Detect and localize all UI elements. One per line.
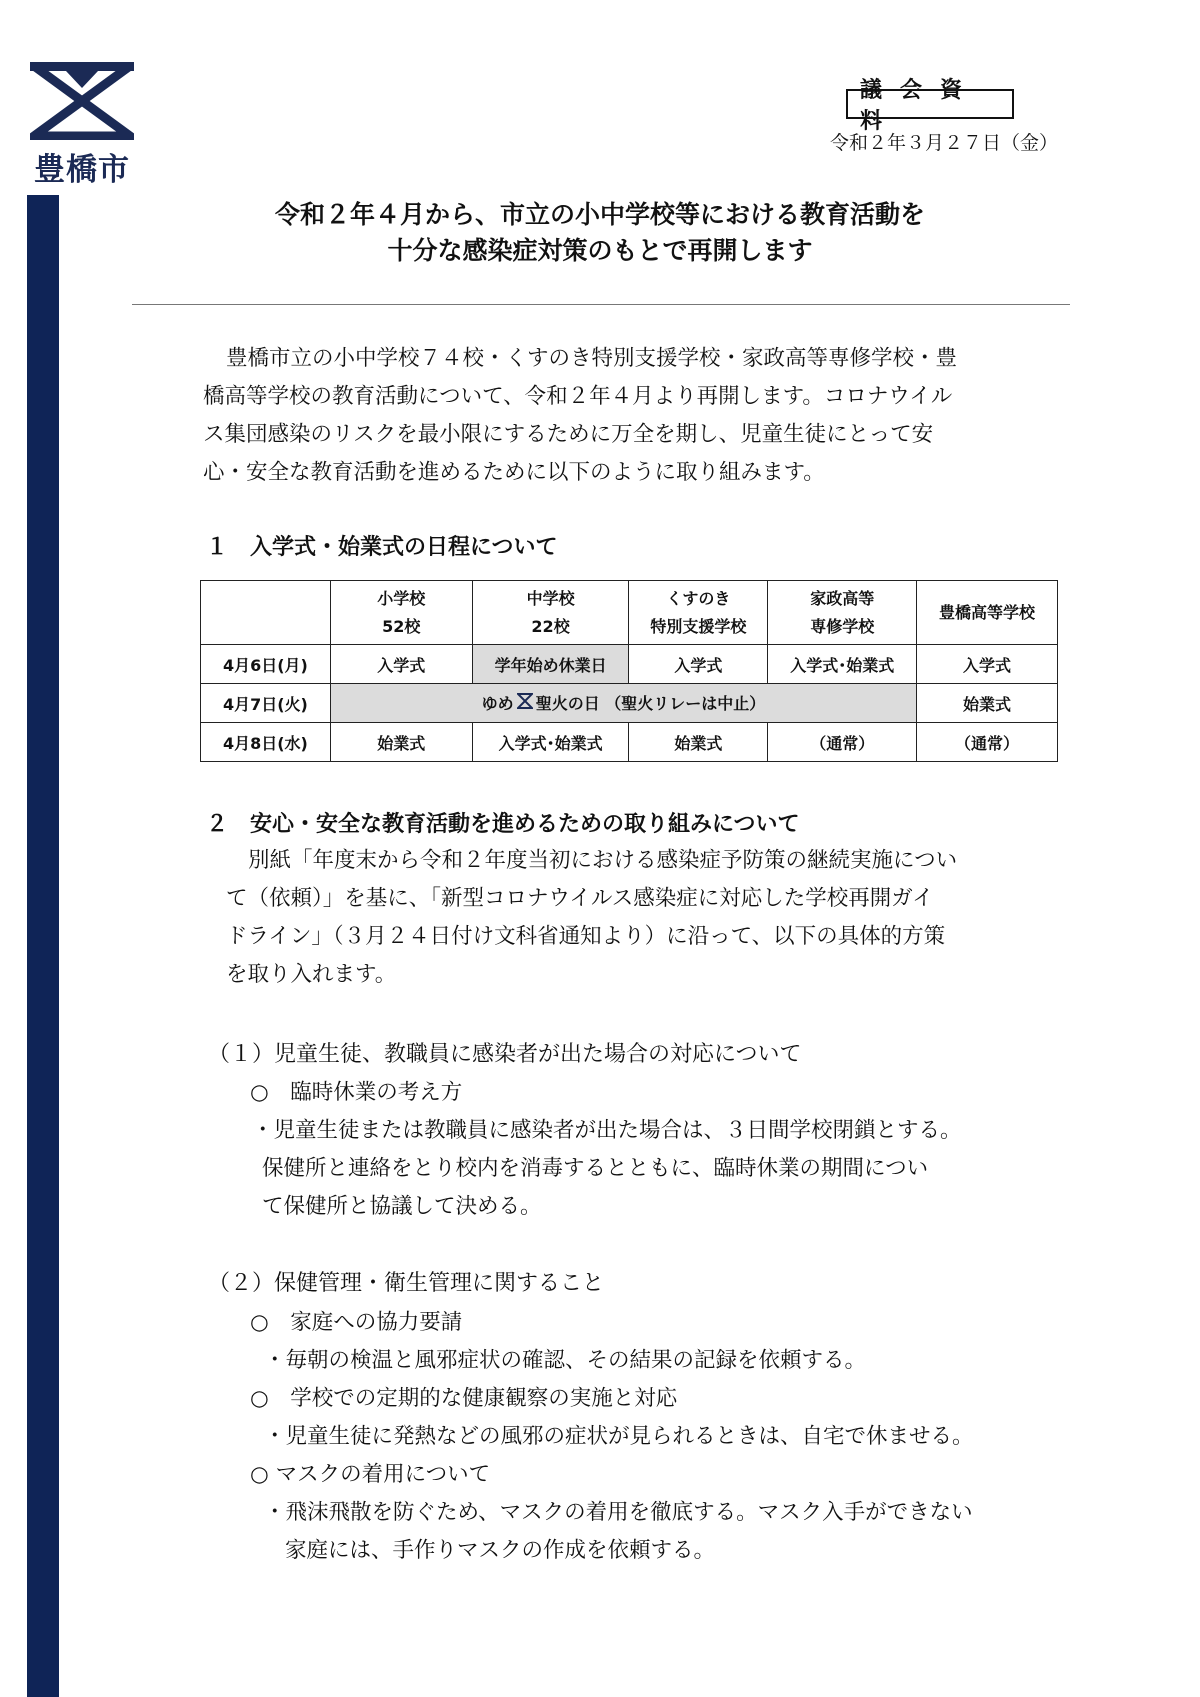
intro-line: 心・安全な教育活動を進めるために以下のように取り組みます。 (203, 460, 825, 485)
subsection2-item: ○ 家庭への協力要請 (250, 1310, 463, 1335)
table-cell: 入学式･始業式 (472, 723, 629, 762)
section2-body-line: て（依頼）」を基に、「新型コロナウイルス感染症に対応した学校再開ガイ (226, 886, 934, 911)
intro-line: ス集団感染のリスクを最小限にするために万全を期し、児童生徒にとって安 (203, 422, 934, 447)
table-cell: （通常） (768, 723, 917, 762)
bullet-line: 家庭には、手作りマスクの作成を依頼する。 (285, 1538, 716, 1563)
page-title-line1: 令和２年４月から、市立の小中学校等における教育活動を (274, 200, 925, 229)
subsection2-item: ○ マスクの着用について (250, 1462, 491, 1487)
bullet-line: 保健所と連絡をとり校内を消毒するとともに、臨時休業の期間につい (262, 1156, 929, 1181)
section2-body-line: を取り入れます。 (226, 962, 397, 987)
table-cell: 入学式 (917, 645, 1058, 684)
table-header-row (201, 581, 1058, 645)
section2-body-line: 別紙「年度末から令和２年度当初における感染症予防策の継続実施につい (248, 848, 958, 873)
bullet-line: ・児童生徒に発熱などの風邪の症状が見られるときは、自宅で休ませる。 (264, 1424, 974, 1449)
section2-body-line: ドライン」（３月２４日付け文科省通知より）に沿って、以下の具体的方策 (226, 924, 946, 949)
sidebar-accent-bar (27, 195, 59, 1697)
schedule-table (200, 580, 1058, 762)
row-date: 4月8日(水) (201, 723, 331, 762)
table-cell: 始業式 (330, 723, 472, 762)
section2-heading: ２ 安心・安全な教育活動を進めるための取り組みについて (206, 812, 800, 837)
document-date: 令和２年３月２７日（金） (829, 132, 1058, 154)
document-badge: 議会資料 (846, 89, 1014, 119)
intro-line: 豊橋市立の小中学校７４校・くすのき特別支援学校・家政高等専修学校・豊 (226, 346, 958, 371)
section1-heading: １ 入学式・始業式の日程について (206, 535, 558, 560)
column-header: 中学校 22校 (472, 581, 629, 645)
row-date: 4月6日(月) (201, 645, 331, 684)
bullet-line: ・毎朝の検温と風邪症状の確認、その結果の記録を依頼する。 (264, 1348, 867, 1373)
city-logo (30, 62, 134, 189)
merged-event-cell: ゆめ 聖火の日 （聖火リレーは中止） (330, 684, 916, 723)
toyohashi-emblem-icon (30, 62, 134, 140)
column-header: くすのき 特別支援学校 (629, 581, 768, 645)
table-row (201, 723, 1058, 762)
table-cell: 入学式 (330, 645, 472, 684)
logo-text: 豊橋市 (34, 152, 130, 188)
subsection2-item: ○ 学校での定期的な健康観察の実施と対応 (250, 1386, 678, 1411)
title-divider (132, 304, 1070, 305)
subsection2-heading: （２）保健管理・衛生管理に関すること (208, 1271, 605, 1296)
subsection1-item: ○ 臨時休業の考え方 (250, 1080, 463, 1105)
column-header: 家政高等 専修学校 (768, 581, 917, 645)
subsection1-heading: （１）児童生徒、教職員に感染者が出た場合の対応について (208, 1042, 802, 1067)
table-row (201, 684, 1058, 723)
table-cell: （通常） (917, 723, 1058, 762)
toyohashi-emblem-icon (517, 693, 533, 715)
table-row (201, 645, 1058, 684)
bullet-line: ・児童生徒または教職員に感染者が出た場合は、３日間学校閉鎖とする。 (252, 1118, 962, 1143)
table-cell: 入学式･始業式 (768, 645, 917, 684)
table-corner-cell (201, 581, 331, 645)
intro-line: 橋高等学校の教育活動について、令和２年４月より再開します。コロナウイル (203, 384, 953, 409)
table-cell: 始業式 (917, 684, 1058, 723)
table-cell: 入学式 (629, 645, 768, 684)
row-date: 4月7日(火) (201, 684, 331, 723)
table-cell: 始業式 (629, 723, 768, 762)
bullet-line: ・飛沫飛散を防ぐため、マスクの着用を徹底する。マスク入手ができない (264, 1500, 973, 1525)
bullet-line: て保健所と協議して決める。 (262, 1194, 542, 1219)
column-header: 小学校 52校 (330, 581, 472, 645)
column-header: 豊橋高等学校 (917, 581, 1058, 645)
page-title-line2: 十分な感染症対策のもとで再開します (387, 236, 813, 265)
table-cell: 学年始め休業日 (472, 645, 629, 684)
